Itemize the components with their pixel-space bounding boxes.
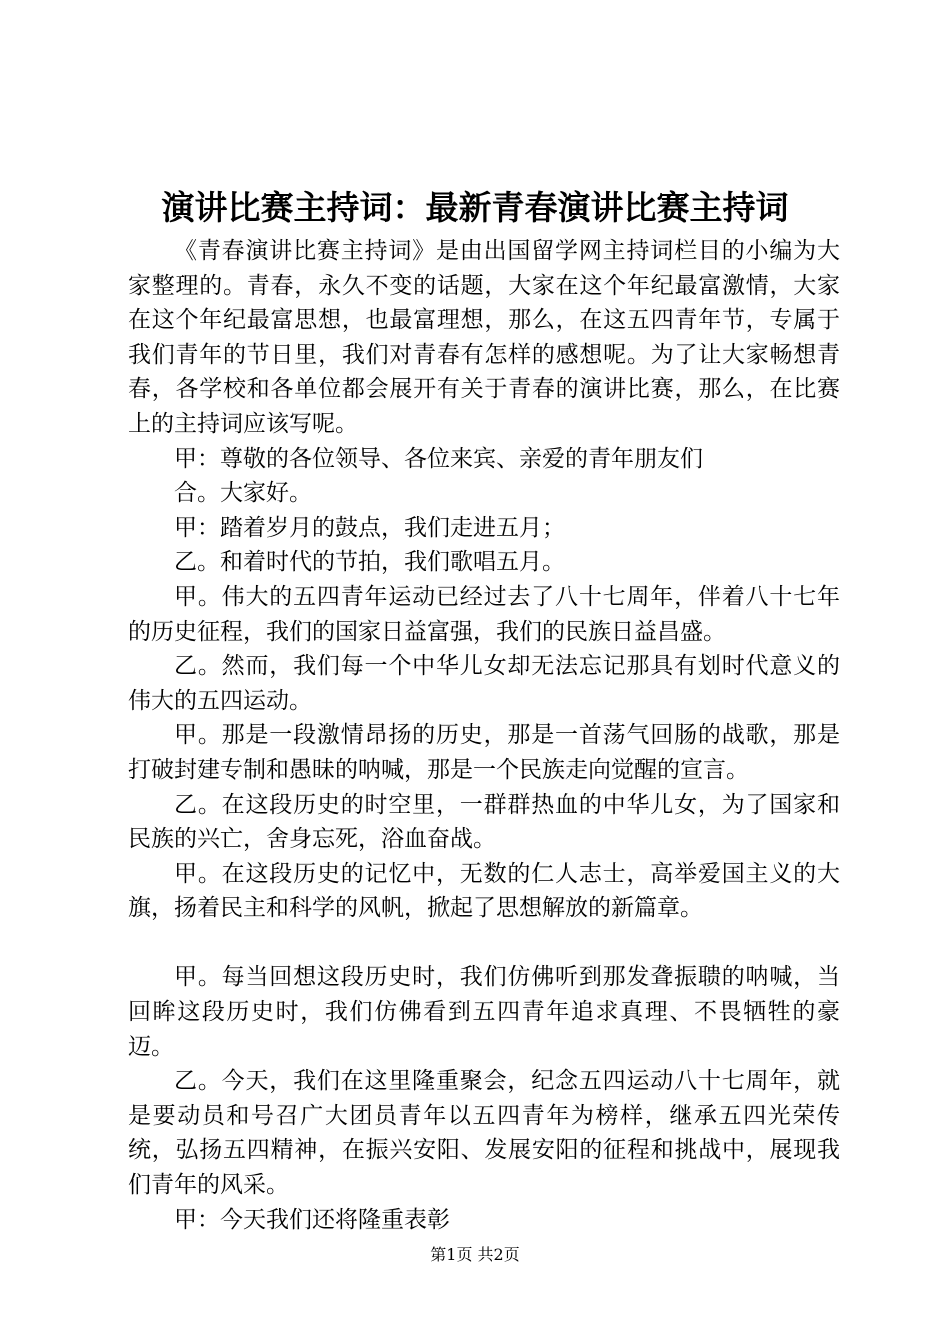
document-body (128, 234, 840, 1237)
document-title: 演讲比赛主持词：最新青春演讲比赛主持词 (161, 188, 789, 227)
paragraph: 乙。在这段历史的时空里，一群群热血的中华儿女，为了国家和民族的兴亡，舍身忘死，浴血奋战。 (128, 791, 840, 853)
paragraph: 甲：尊敬的各位领导、各位来宾、亲爱的青年朋友们 (174, 445, 703, 472)
page-number-footer: 第1页 共2页 (430, 1245, 520, 1264)
paragraph: 甲。在这段历史的记忆中，无数的仁人志士，高举爱国主义的大旗，扬着民主和科学的风帆，掀起了思想解放的新篇章。 (128, 860, 840, 922)
paragraph: 乙。今天，我们在这里隆重聚会，纪念五四运动八十七周年，就是要动员和号召广大团员青年以五四青年为榜样，继承五四光荣传统，弘扬五四精神，在振兴安阳、发展安阳的征程和挑战中，展现我们青年的风采。 (128, 1068, 840, 1199)
paragraph: 乙。和着时代的节拍，我们歌唱五月。 (174, 549, 565, 576)
paragraph-intro: 《青春演讲比赛主持词》是由出国留学网主持词栏目的小编为大家整理的。青春，永久不变的话题，大家在这个年纪最富激情，大家在这个年纪最富思想，也最富理想，那么，在这五四青年节，专属于我们青年的节日里，我们对青春有怎样的感想呢。为了让大家畅想青春，各学校和各单位都会展开有关于青春的演讲比赛，那么，在比赛上的主持词应该写呢。 (128, 238, 840, 437)
paragraph: 甲：今天我们还将隆重表彰 (174, 1206, 450, 1233)
paragraph: 甲。每当回想这段历史时，我们仿佛听到那发聋振聩的呐喊，当回眸这段历史时，我们仿佛看到五四青年追求真理、不畏牺牲的豪迈。 (128, 964, 840, 1060)
paragraph: 甲。那是一段激情昂扬的历史，那是一首荡气回肠的战歌，那是打破封建专制和愚昧的呐喊，那是一个民族走向觉醒的宣言。 (128, 722, 840, 783)
paragraph: 合。大家好。 (174, 480, 312, 507)
paragraph: 甲。伟大的五四青年运动已经过去了八十七周年，伴着八十七年的历史征程，我们的国家日益富强，我们的民族日益昌盛。 (128, 583, 840, 645)
paragraph: 甲：踏着岁月的鼓点，我们走进五月； (174, 514, 565, 541)
paragraph: 乙。然而，我们每一个中华儿女却无法忘记那具有划时代意义的伟大的五四运动。 (128, 653, 840, 714)
